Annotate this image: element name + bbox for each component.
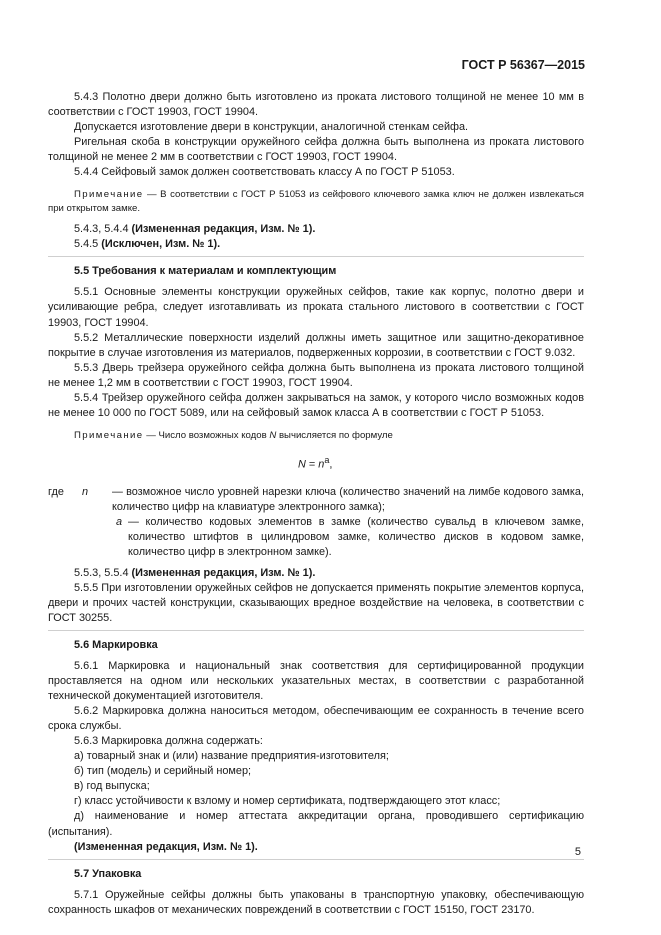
where-symbol-a: a (115, 515, 122, 528)
paragraph-5-6-1: 5.6.1 Маркировка и национальный знак соответствия для сертифицированной продукции проставляется на одном или нескольких указательных местах, в соответствии с разработанной технической документацией изготовителя. (48, 659, 584, 703)
list-item: в) год выпуска; (74, 780, 150, 793)
note-text: — В соответствии с ГОСТ Р 51053 из сейфового ключевого замка ключ не должен извлекаться при открытом замке. (48, 189, 584, 215)
amendment-5-4-5 (48, 237, 584, 252)
amendment-refs: 5.5.3, 5.5.4 (74, 566, 129, 579)
where-text-n: — возможное число уровней нарезки ключа (количество значений на лимбе кодового замка, количество цифр на клавиатуре электронного замка); (112, 485, 584, 513)
where-symbol-n: n (82, 485, 89, 498)
paragraph-door-construction: Допускается изготовление двери в конструкции, аналогичной стенкам сейфа. (74, 121, 469, 134)
paragraph-5-6-3: 5.6.3 Маркировка должна содержать: (74, 735, 263, 748)
amendment-5-6: (Измененная редакция, Изм. № 1). (74, 840, 258, 853)
formula-lhs: N (298, 458, 306, 471)
paragraph-5-5-4: 5.5.4 Трейзер оружейного сейфа должен закрываться на замок, у которого число возможных кодов не менее 10 000 по ГОСТ 5089, или на сейфовый замок класса А в соответствии с ГОСТ Р 51053. (48, 391, 584, 419)
where-a (82, 515, 584, 560)
document-body (48, 90, 584, 918)
paragraph-5-7-1: 5.7.1 Оружейные сейфы должны быть упакованы в транспортную упаковку, обеспечивающую сохранность шкафов от механических повреждений в соответствии с ГОСТ 15150, ГОСТ 23170. (48, 888, 584, 916)
section-heading-5-5: 5.5 Требования к материалам и комплектующим (74, 265, 337, 278)
section-divider (48, 256, 584, 257)
note-text: вычисляется по формуле (276, 429, 393, 441)
note-text: — Число возможных кодов (143, 429, 270, 441)
list-item: д) наименование и номер аттестата аккредитации органа, проводившего сертификацию (испытания). (48, 810, 584, 838)
paragraph-5-4-3: 5.4.3 Полотно двери должно быть изготовлено из проката листового толщиной не менее 10 мм в соответствии с ГОСТ 19903, ГОСТ 19904. (48, 91, 584, 119)
amendment-text: (Измененная редакция, Изм. № 1). (131, 223, 316, 236)
paragraph-5-4-4: 5.4.4 Сейфовый замок должен соответствовать классу А по ГОСТ Р 51053. (74, 166, 455, 179)
paragraph-5-5-3: 5.5.3 Дверь трейзера оружейного сейфа должна быть выполнена из проката листового толщиной не менее 1,2 мм в соответствии с ГОСТ 19903, ГОСТ 19904. (48, 361, 584, 389)
paragraph-5-5-1: 5.5.1 Основные элементы конструкции оружейных сейфов, такие как корпус, полотно двери и усиливающие ребра, следует изготавливать из проката стального листового в соответствии с ГОСТ 19903, ГОСТ 19904. (48, 286, 584, 329)
amendment-5-5-3 (48, 566, 584, 581)
paragraph-5-5-5: 5.5.5 При изготовлении оружейных сейфов не допускается применять покрытие элементов корпуса, двери и прочих частей конструкции, сказывающих вредное воздействие на человека, в соответствии с ГОСТ 30255. (48, 581, 584, 624)
amendment-refs: 5.4.5 (74, 238, 99, 251)
amendment-5-4-3 (48, 222, 584, 237)
amendment-text: (Исключен, Изм. № 1). (101, 238, 221, 251)
section-divider (48, 859, 584, 860)
amendment-text: (Измененная редакция, Изм. № 1). (131, 566, 316, 579)
note-label: Примечание (74, 189, 144, 201)
list-item: г) класс устойчивости к взлому и номер сертификата, подтверждающего этот класс; (74, 795, 501, 808)
where-n (48, 485, 584, 515)
formula-end: , (329, 458, 333, 471)
list-item: а) товарный знак и (или) название предприятия-изготовителя; (74, 750, 389, 763)
amendment-refs: 5.4.3, 5.4.4 (74, 223, 129, 236)
paragraph-5-6-2: 5.6.2 Маркировка должна наноситься методом, обеспечивающим ее сохранность в течение всего срока службы. (48, 705, 584, 733)
note-variable: N (269, 429, 277, 441)
formula (48, 453, 584, 473)
paragraph-5-5-2: 5.5.2 Металлические поверхности изделий должны иметь защитное или защитно-декоративное покрытие в случае изготовления из материалов, подверженных коррозии, в соответствии с ГОСТ 9.032. (48, 331, 584, 359)
note-label: Примечание (74, 429, 144, 441)
section-heading-5-6: 5.6 Маркировка (74, 638, 158, 651)
formula-base: n (318, 458, 325, 471)
where-text-a: — количество кодовых элементов в замке (количество сувальд в ключевом замке, количество штифтов в цилиндровом замке, количество дисков в кодовом замке, количество цифр в электронном замке). (128, 515, 584, 558)
section-heading-5-7: 5.7 Упаковка (74, 867, 142, 880)
note-code-count (48, 429, 584, 443)
document-code: ГОСТ Р 56367—2015 (461, 58, 585, 72)
where-label: где (48, 485, 64, 498)
note-lock-key (48, 188, 584, 216)
paragraph-bracket: Ригельная скоба в конструкции оружейного сейфа должна быть выполнена из проката листового толщиной не менее 2 мм в соответствии с ГОСТ 19903, ГОСТ 19904. (48, 136, 584, 164)
list-item: б) тип (модель) и серийный номер; (74, 765, 252, 778)
section-divider (48, 630, 584, 631)
page-number: 5 (574, 846, 581, 858)
formula-eq: = (305, 458, 319, 471)
formula-exponent: a (324, 454, 330, 465)
